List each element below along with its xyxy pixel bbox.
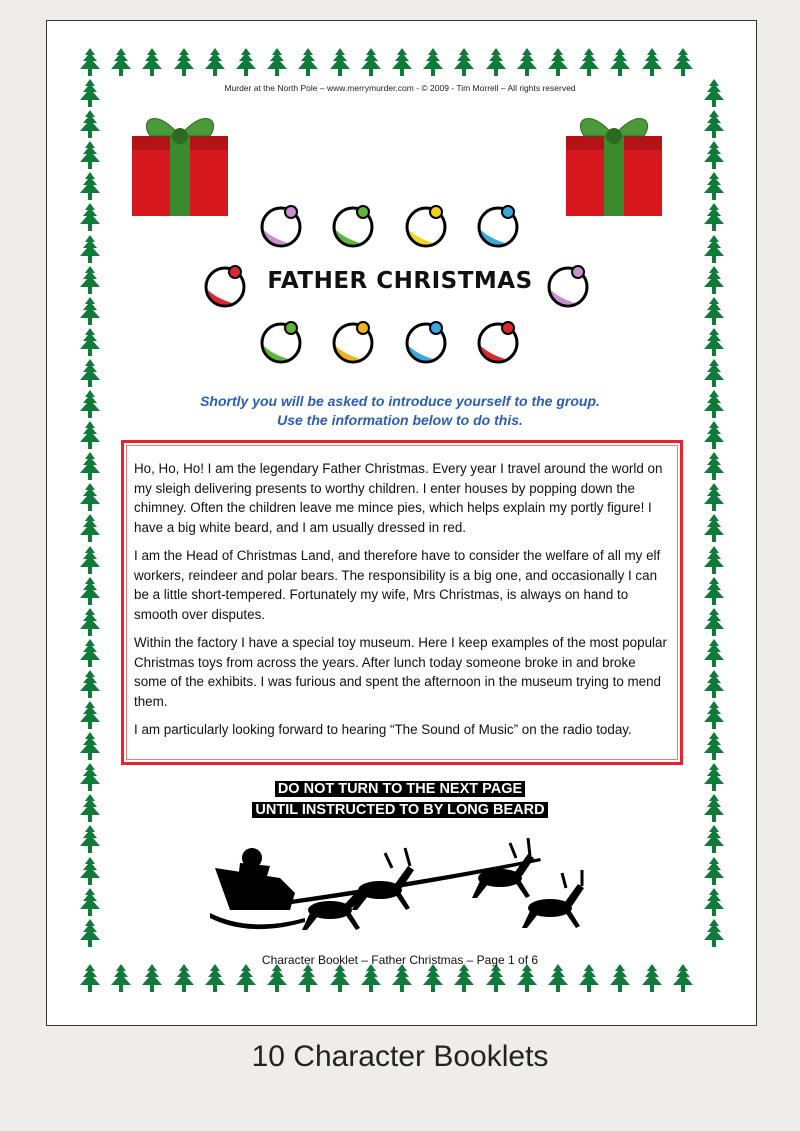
tree-icon bbox=[78, 328, 102, 356]
tree-icon bbox=[702, 825, 726, 853]
tree-icon bbox=[702, 203, 726, 231]
tree-icon bbox=[702, 857, 726, 885]
gift-icon bbox=[128, 108, 232, 218]
tree-icon bbox=[484, 964, 508, 992]
tree-icon bbox=[608, 964, 632, 992]
ornament-icon bbox=[330, 202, 376, 248]
tree-icon bbox=[78, 964, 102, 992]
tree-icon bbox=[78, 732, 102, 760]
tree-icon bbox=[78, 701, 102, 729]
tree-icon bbox=[702, 577, 726, 605]
tree-icon bbox=[172, 964, 196, 992]
warning-line-1: DO NOT TURN TO THE NEXT PAGE bbox=[275, 781, 525, 797]
paragraph: Within the factory I have a special toy museum. Here I keep examples of the most popular Christmas toys from across the years. After lunch today someone broke in and broke some of the exhibits. I was furious and spent the afternoon in the museum trying to mend them. bbox=[134, 635, 667, 709]
character-description bbox=[121, 440, 683, 765]
tree-icon bbox=[78, 48, 102, 76]
tree-icon bbox=[702, 608, 726, 636]
ornament-icon bbox=[403, 318, 449, 364]
tree-icon bbox=[702, 359, 726, 387]
tree-icon bbox=[702, 483, 726, 511]
tree-icon bbox=[78, 297, 102, 325]
ornament-icon bbox=[330, 318, 376, 364]
tree-icon bbox=[390, 964, 414, 992]
ornament-icon bbox=[258, 202, 304, 248]
tree-icon bbox=[78, 203, 102, 231]
caption: 10 Character Booklets bbox=[251, 1040, 549, 1073]
tree-icon bbox=[328, 964, 352, 992]
tree-icon bbox=[515, 964, 539, 992]
paragraph: I am the Head of Christmas Land, and therefore have to consider the welfare of all my elf workers, reindeer and polar bears. The responsibility is a big one, and occasionally I can be a little short-tempered. Fortunately my wife, Mrs Christmas, is always on hand to smooth over disputes. bbox=[134, 548, 661, 622]
tree-icon bbox=[265, 48, 289, 76]
warning-notice bbox=[0, 779, 800, 821]
page-footer: Character Booklet – Father Christmas – Page 1 of 6 bbox=[261, 953, 539, 967]
tree-icon bbox=[78, 514, 102, 542]
tree-icon bbox=[390, 48, 414, 76]
tree-icon bbox=[702, 172, 726, 200]
tree-icon bbox=[702, 235, 726, 263]
character-title: FATHER CHRISTMAS bbox=[267, 268, 533, 294]
tree-icon bbox=[577, 48, 601, 76]
tree-icon bbox=[702, 514, 726, 542]
tree-icon bbox=[702, 701, 726, 729]
tree-icon bbox=[78, 141, 102, 169]
ornament-icon bbox=[403, 202, 449, 248]
tree-icon bbox=[78, 825, 102, 853]
tree-icon bbox=[78, 235, 102, 263]
tree-icon bbox=[702, 141, 726, 169]
tree-icon bbox=[109, 964, 133, 992]
copyright-header: Murder at the North Pole – www.merrymurder.com - © 2009 - Tim Morrell – All rights reserved bbox=[224, 83, 576, 93]
warning-line-2: UNTIL INSTRUCTED TO BY LONG BEARD bbox=[252, 802, 547, 818]
tree-icon bbox=[78, 577, 102, 605]
tree-icon bbox=[203, 48, 227, 76]
paragraph: Ho, Ho, Ho! I am the legendary Father Christmas. Every year I travel around the world on my sleigh delivering presents to worthy children. I enter houses by popping down the chimney. Often the children leave me mince pies, which helps explain my portly figure! I have a big white beard, and I am usually dressed in red. bbox=[134, 461, 663, 535]
tree-icon bbox=[78, 172, 102, 200]
tree-icon bbox=[78, 359, 102, 387]
tree-icon bbox=[484, 48, 508, 76]
tree-icon bbox=[421, 964, 445, 992]
tree-icon bbox=[78, 110, 102, 138]
paragraph: I am particularly looking forward to hearing “The Sound of Music” on the radio today. bbox=[134, 722, 632, 737]
tree-icon bbox=[546, 48, 570, 76]
intro-line-1: Shortly you will be asked to introduce yourself to the group. bbox=[200, 393, 600, 409]
tree-icon bbox=[702, 732, 726, 760]
tree-icon bbox=[78, 546, 102, 574]
tree-icon bbox=[577, 964, 601, 992]
tree-icon bbox=[640, 964, 664, 992]
tree-icon bbox=[78, 670, 102, 698]
tree-icon bbox=[78, 608, 102, 636]
tree-icon bbox=[359, 48, 383, 76]
tree-icon bbox=[421, 48, 445, 76]
tree-icon bbox=[78, 639, 102, 667]
tree-icon bbox=[702, 297, 726, 325]
tree-icon bbox=[702, 919, 726, 947]
tree-icon bbox=[140, 964, 164, 992]
tree-icon bbox=[203, 964, 227, 992]
tree-icon bbox=[702, 670, 726, 698]
tree-icon bbox=[328, 48, 352, 76]
intro-text bbox=[0, 392, 800, 430]
tree-icon bbox=[234, 964, 258, 992]
tree-icon bbox=[296, 48, 320, 76]
tree-icon bbox=[78, 483, 102, 511]
tree-icon bbox=[78, 888, 102, 916]
tree-icon bbox=[671, 48, 695, 76]
tree-icon bbox=[452, 48, 476, 76]
tree-icon bbox=[702, 546, 726, 574]
ornament-icon bbox=[258, 318, 304, 364]
ornament-icon bbox=[475, 202, 521, 248]
sleigh-reindeer-icon bbox=[210, 838, 595, 938]
tree-icon bbox=[640, 48, 664, 76]
tree-icon bbox=[702, 888, 726, 916]
tree-icon bbox=[452, 964, 476, 992]
tree-icon bbox=[702, 639, 726, 667]
tree-icon bbox=[359, 964, 383, 992]
tree-icon bbox=[172, 48, 196, 76]
intro-line-2: Use the information below to do this. bbox=[277, 412, 523, 428]
tree-icon bbox=[702, 328, 726, 356]
tree-icon bbox=[78, 857, 102, 885]
tree-icon bbox=[546, 964, 570, 992]
tree-icon bbox=[234, 48, 258, 76]
tree-icon bbox=[78, 919, 102, 947]
gift-icon bbox=[562, 108, 666, 218]
tree-icon bbox=[671, 964, 695, 992]
tree-icon bbox=[515, 48, 539, 76]
tree-icon bbox=[265, 964, 289, 992]
tree-icon bbox=[78, 452, 102, 480]
tree-icon bbox=[608, 48, 632, 76]
tree-icon bbox=[702, 110, 726, 138]
tree-icon bbox=[109, 48, 133, 76]
tree-icon bbox=[296, 964, 320, 992]
tree-icon bbox=[140, 48, 164, 76]
ornament-icon bbox=[475, 318, 521, 364]
tree-icon bbox=[702, 452, 726, 480]
